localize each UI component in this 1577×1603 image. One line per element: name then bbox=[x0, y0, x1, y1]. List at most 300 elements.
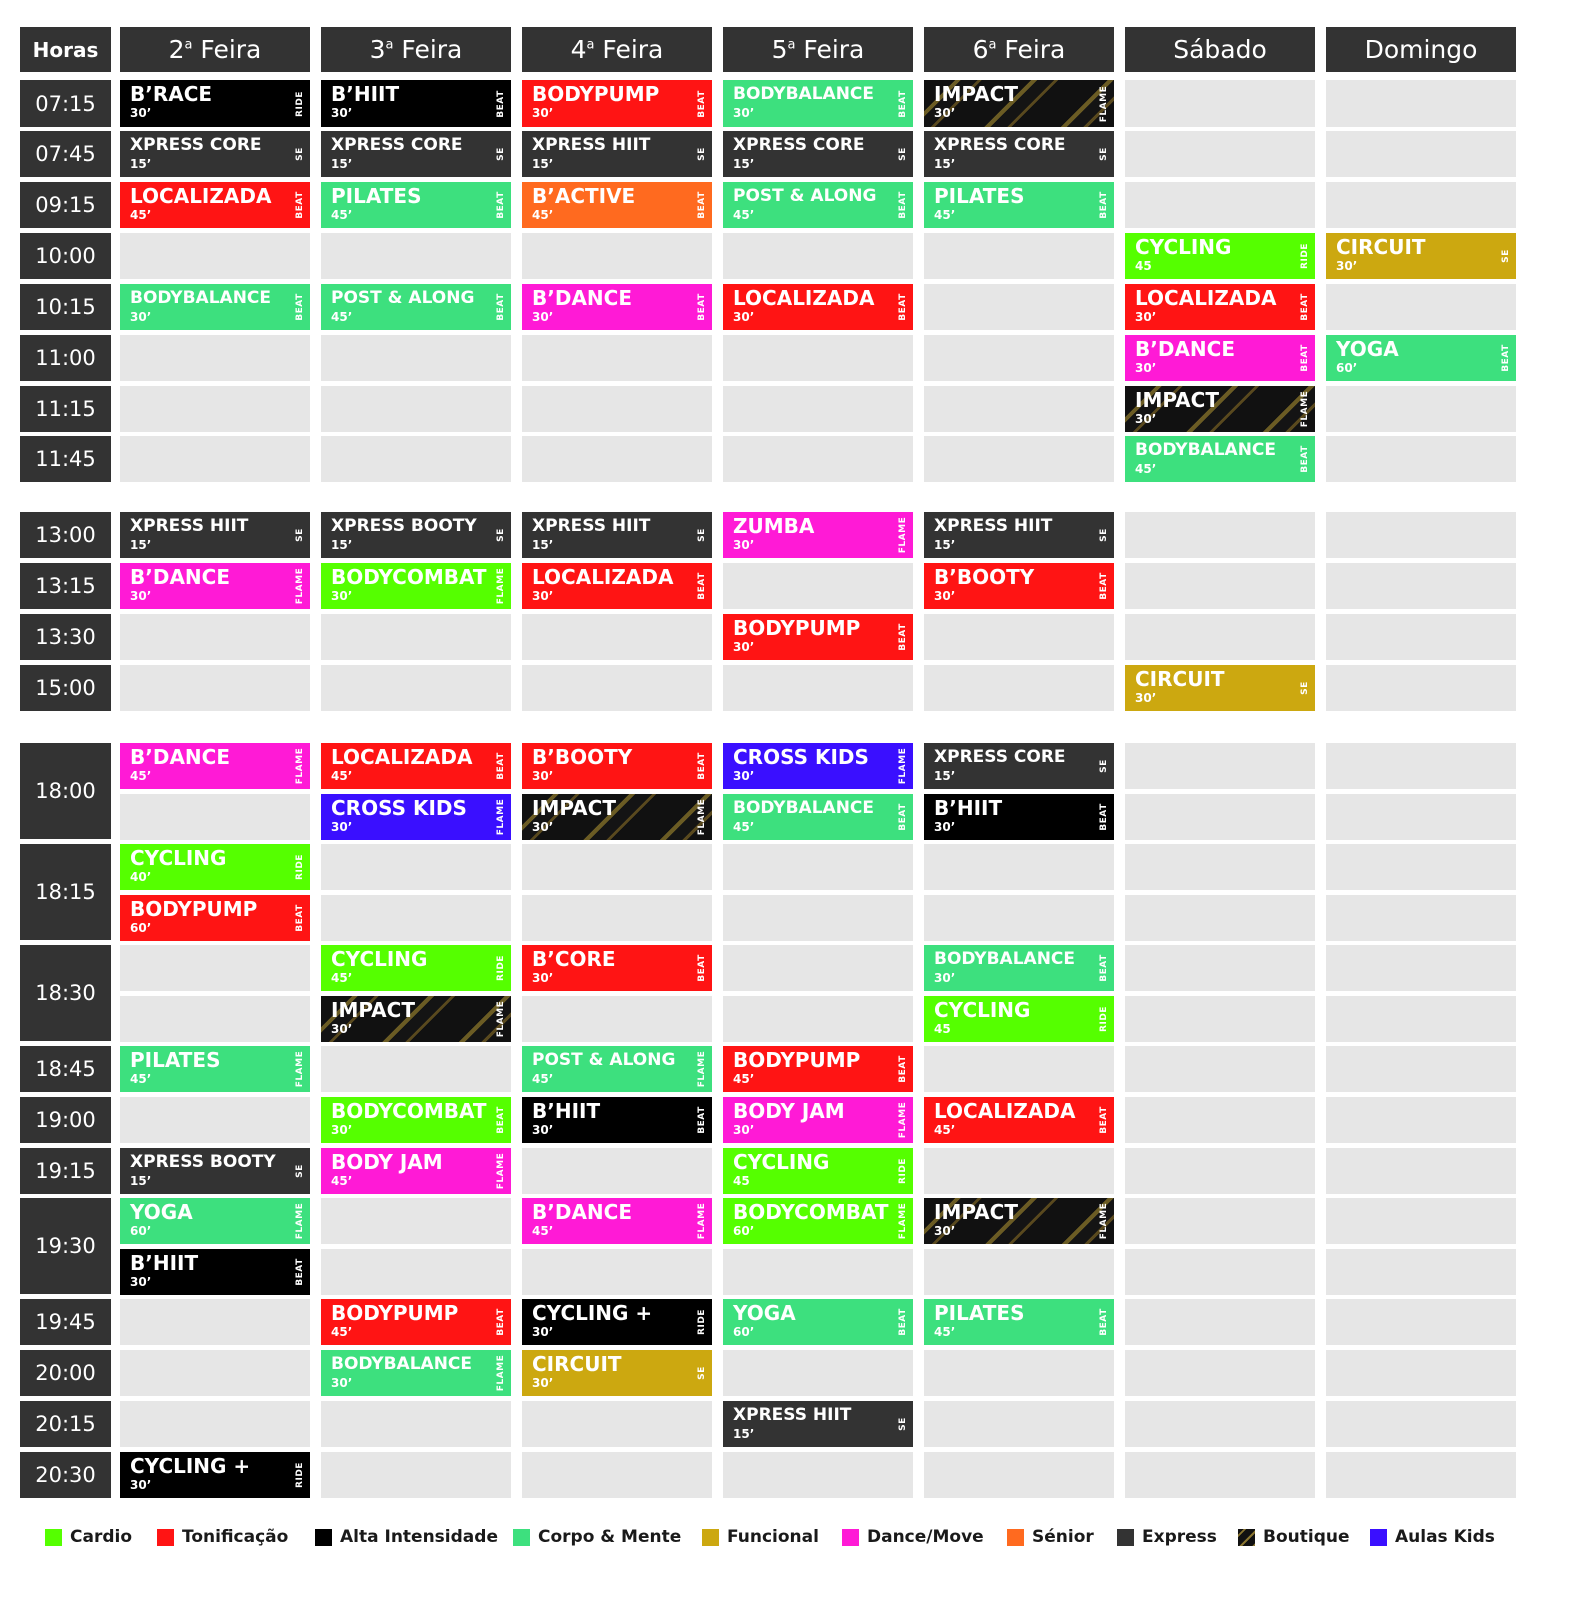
class-brand: BEAT bbox=[898, 1308, 908, 1336]
class-block[interactable] bbox=[321, 512, 511, 558]
empty-slot bbox=[120, 665, 310, 711]
time-cell: 07:15 bbox=[20, 80, 111, 127]
time-cell: 11:45 bbox=[20, 436, 111, 482]
class-name: ZUMBA bbox=[733, 514, 815, 538]
class-duration: 45’ bbox=[733, 1072, 755, 1086]
class-block[interactable] bbox=[924, 1198, 1114, 1244]
empty-slot bbox=[723, 945, 913, 991]
class-name: LOCALIZADA bbox=[934, 1099, 1076, 1123]
class-brand: BEAT bbox=[496, 293, 506, 321]
class-name: B’DANCE bbox=[532, 286, 632, 310]
empty-slot bbox=[924, 1148, 1114, 1194]
class-name: BODYPUMP bbox=[733, 1048, 861, 1072]
day-ordinal: a bbox=[787, 37, 796, 53]
class-block[interactable] bbox=[522, 1198, 712, 1244]
empty-slot bbox=[321, 386, 511, 432]
class-block[interactable] bbox=[522, 743, 712, 789]
class-brand: FLAME bbox=[295, 747, 305, 785]
empty-slot bbox=[120, 1350, 310, 1396]
class-brand: BEAT bbox=[898, 803, 908, 831]
class-block[interactable] bbox=[924, 131, 1114, 177]
class-brand: BEAT bbox=[697, 954, 707, 982]
class-brand: BEAT bbox=[295, 293, 305, 321]
empty-slot bbox=[321, 335, 511, 381]
empty-slot bbox=[924, 436, 1114, 482]
empty-slot bbox=[1125, 1198, 1315, 1244]
class-name: IMPACT bbox=[1135, 388, 1219, 412]
empty-slot bbox=[1125, 844, 1315, 890]
class-brand: SE bbox=[496, 147, 506, 161]
class-name: XPRESS HIIT bbox=[532, 516, 651, 536]
class-duration: 30’ bbox=[532, 310, 554, 324]
class-block[interactable] bbox=[321, 1350, 511, 1396]
class-duration: 30’ bbox=[1135, 412, 1157, 426]
day-header bbox=[321, 27, 511, 72]
time-cell: 20:30 bbox=[20, 1452, 111, 1498]
empty-slot bbox=[1326, 665, 1516, 711]
class-name: IMPACT bbox=[934, 82, 1018, 106]
class-duration: 45 bbox=[934, 1022, 951, 1036]
class-block[interactable] bbox=[723, 80, 913, 127]
class-brand: BEAT bbox=[496, 89, 506, 118]
legend-label: Tonificação bbox=[182, 1527, 289, 1547]
class-name: CYCLING bbox=[934, 998, 1031, 1022]
class-name: PILATES bbox=[130, 1048, 221, 1072]
empty-slot bbox=[723, 996, 913, 1042]
day-header-label: Domingo bbox=[1364, 35, 1478, 64]
empty-slot bbox=[120, 614, 310, 660]
class-duration: 30’ bbox=[934, 971, 956, 985]
class-duration: 45’ bbox=[130, 208, 152, 222]
class-brand: SE bbox=[1300, 681, 1310, 695]
class-block[interactable] bbox=[321, 1097, 511, 1143]
empty-slot bbox=[1125, 1350, 1315, 1396]
class-block[interactable] bbox=[924, 1299, 1114, 1345]
class-block[interactable] bbox=[522, 1046, 712, 1092]
time-cell: 18:30 bbox=[20, 945, 111, 1041]
class-block[interactable] bbox=[924, 996, 1114, 1042]
class-block[interactable] bbox=[723, 284, 913, 330]
class-brand: BEAT bbox=[697, 89, 707, 118]
class-block[interactable] bbox=[924, 563, 1114, 609]
empty-slot bbox=[321, 614, 511, 660]
empty-slot bbox=[321, 233, 511, 279]
class-block[interactable] bbox=[723, 1401, 913, 1447]
class-brand: SE bbox=[898, 147, 908, 161]
empty-slot bbox=[924, 1350, 1114, 1396]
class-block[interactable] bbox=[723, 614, 913, 660]
empty-slot bbox=[1326, 794, 1516, 840]
class-block[interactable] bbox=[321, 996, 511, 1042]
legend-label: Boutique bbox=[1263, 1527, 1350, 1547]
class-name: BODYCOMBAT bbox=[331, 1099, 487, 1123]
class-brand: BEAT bbox=[496, 752, 506, 780]
class-block[interactable] bbox=[522, 563, 712, 609]
class-duration: 30’ bbox=[733, 106, 755, 120]
class-duration: 45’ bbox=[532, 1072, 554, 1086]
class-duration: 45’ bbox=[934, 208, 956, 222]
empty-slot bbox=[321, 1249, 511, 1295]
class-block[interactable] bbox=[522, 1097, 712, 1143]
legend-swatch bbox=[1007, 1529, 1024, 1546]
class-name: BODYCOMBAT bbox=[733, 1200, 889, 1224]
class-block[interactable] bbox=[1125, 335, 1315, 381]
empty-slot bbox=[723, 665, 913, 711]
class-name: CYCLING bbox=[1135, 235, 1232, 259]
legend-label: Corpo & Mente bbox=[538, 1527, 682, 1547]
class-block[interactable] bbox=[321, 182, 511, 228]
empty-slot bbox=[723, 233, 913, 279]
class-duration: 45’ bbox=[934, 1123, 956, 1137]
class-block[interactable] bbox=[723, 1097, 913, 1143]
empty-slot bbox=[522, 996, 712, 1042]
class-brand: BEAT bbox=[898, 623, 908, 651]
legend-item bbox=[45, 1527, 132, 1547]
class-block[interactable] bbox=[522, 1299, 712, 1345]
empty-slot bbox=[1125, 131, 1315, 177]
class-block[interactable] bbox=[723, 743, 913, 789]
class-brand: RIDE bbox=[898, 1158, 908, 1184]
empty-slot bbox=[1326, 386, 1516, 432]
class-block[interactable] bbox=[120, 512, 310, 558]
legend-swatch bbox=[1238, 1529, 1255, 1546]
class-name: CROSS KIDS bbox=[331, 796, 467, 820]
class-block[interactable] bbox=[120, 1046, 310, 1092]
empty-slot bbox=[924, 665, 1114, 711]
class-block[interactable] bbox=[723, 794, 913, 840]
class-block[interactable] bbox=[924, 512, 1114, 558]
class-block[interactable] bbox=[120, 131, 310, 177]
class-name: BODYPUMP bbox=[532, 82, 660, 106]
class-name: POST & ALONG bbox=[331, 288, 475, 308]
class-duration: 45’ bbox=[532, 1224, 554, 1238]
legend-label: Alta Intensidade bbox=[340, 1527, 498, 1547]
class-block[interactable] bbox=[321, 1299, 511, 1345]
class-block[interactable] bbox=[120, 895, 310, 941]
class-brand: SE bbox=[1099, 528, 1109, 542]
class-block[interactable] bbox=[321, 945, 511, 991]
class-block[interactable] bbox=[120, 1148, 310, 1194]
empty-slot bbox=[120, 335, 310, 381]
class-brand: BEAT bbox=[1501, 344, 1511, 372]
class-block[interactable] bbox=[723, 1148, 913, 1194]
class-duration: 15’ bbox=[130, 538, 152, 552]
class-block[interactable] bbox=[120, 1249, 310, 1295]
class-block[interactable] bbox=[1125, 233, 1315, 279]
class-name: B’BOOTY bbox=[934, 565, 1035, 589]
class-block[interactable] bbox=[723, 131, 913, 177]
class-brand: SE bbox=[1099, 759, 1109, 773]
class-duration: 30’ bbox=[1135, 310, 1157, 324]
class-block[interactable] bbox=[120, 743, 310, 789]
class-brand: BEAT bbox=[1099, 1106, 1109, 1134]
empty-slot bbox=[1326, 1148, 1516, 1194]
time-cell: 11:15 bbox=[20, 386, 111, 432]
class-block[interactable] bbox=[522, 1350, 712, 1396]
class-duration: 30’ bbox=[130, 589, 152, 603]
class-duration: 30’ bbox=[1135, 361, 1157, 375]
time-cell: 07:45 bbox=[20, 131, 111, 177]
class-name: YOGA bbox=[733, 1301, 796, 1325]
empty-slot bbox=[1326, 1401, 1516, 1447]
class-name: BODYCOMBAT bbox=[331, 565, 487, 589]
class-duration: 30’ bbox=[733, 538, 755, 552]
empty-slot bbox=[1125, 895, 1315, 941]
class-duration: 45’ bbox=[532, 208, 554, 222]
class-name: CYCLING bbox=[130, 846, 227, 870]
empty-slot bbox=[321, 1401, 511, 1447]
class-block[interactable] bbox=[1125, 284, 1315, 330]
class-brand: FLAME bbox=[295, 1050, 305, 1088]
legend-label: Dance/Move bbox=[867, 1527, 984, 1547]
class-duration: 30’ bbox=[532, 769, 554, 783]
class-brand: RIDE bbox=[295, 1462, 305, 1488]
class-block[interactable] bbox=[321, 131, 511, 177]
class-duration: 45’ bbox=[733, 820, 755, 834]
class-brand: BEAT bbox=[496, 1308, 506, 1336]
empty-slot bbox=[1326, 945, 1516, 991]
class-duration: 45’ bbox=[130, 1072, 152, 1086]
time-cell: 18:00 bbox=[20, 743, 111, 839]
empty-slot bbox=[924, 335, 1114, 381]
class-block[interactable] bbox=[924, 794, 1114, 840]
empty-slot bbox=[1326, 131, 1516, 177]
class-name: XPRESS HIIT bbox=[130, 516, 249, 536]
class-block[interactable] bbox=[120, 284, 310, 330]
class-brand: SE bbox=[1501, 249, 1511, 263]
legend-item bbox=[842, 1527, 984, 1547]
class-block[interactable] bbox=[1125, 436, 1315, 482]
class-block[interactable] bbox=[1125, 386, 1315, 432]
class-duration: 45’ bbox=[331, 769, 353, 783]
legend-item bbox=[157, 1527, 288, 1547]
class-block[interactable] bbox=[723, 1299, 913, 1345]
class-block[interactable] bbox=[321, 743, 511, 789]
day-header-label: 3$^a$ Feira bbox=[369, 35, 463, 64]
empty-slot bbox=[924, 844, 1114, 890]
empty-slot bbox=[1326, 996, 1516, 1042]
legend-label: Sénior bbox=[1032, 1527, 1094, 1547]
class-block[interactable] bbox=[723, 182, 913, 228]
class-brand: BEAT bbox=[898, 1055, 908, 1083]
empty-slot bbox=[120, 1299, 310, 1345]
day-header bbox=[1125, 27, 1315, 72]
class-brand: RIDE bbox=[496, 955, 506, 981]
class-brand: RIDE bbox=[1099, 1006, 1109, 1032]
class-block[interactable] bbox=[321, 80, 511, 127]
class-duration: 60’ bbox=[130, 921, 152, 935]
empty-slot bbox=[1125, 1046, 1315, 1092]
empty-slot bbox=[321, 844, 511, 890]
class-block[interactable] bbox=[924, 945, 1114, 991]
class-brand: FLAME bbox=[496, 1354, 506, 1392]
class-brand: SE bbox=[898, 1417, 908, 1431]
class-brand: BEAT bbox=[496, 191, 506, 219]
class-block[interactable] bbox=[522, 794, 712, 840]
class-name: YOGA bbox=[130, 1200, 193, 1224]
class-name: XPRESS BOOTY bbox=[331, 516, 477, 536]
class-block[interactable] bbox=[723, 1046, 913, 1092]
empty-slot bbox=[1125, 945, 1315, 991]
class-duration: 30’ bbox=[934, 820, 956, 834]
legend-item bbox=[513, 1527, 681, 1547]
class-name: POST & ALONG bbox=[532, 1050, 676, 1070]
legend-swatch bbox=[1117, 1529, 1134, 1546]
class-duration: 30’ bbox=[733, 640, 755, 654]
empty-slot bbox=[1326, 182, 1516, 228]
empty-slot bbox=[1326, 1452, 1516, 1498]
empty-slot bbox=[1326, 1046, 1516, 1092]
empty-slot bbox=[924, 386, 1114, 432]
empty-slot bbox=[1125, 1299, 1315, 1345]
class-duration: 15’ bbox=[934, 769, 956, 783]
legend-label: Aulas Kids bbox=[1395, 1527, 1495, 1547]
class-block[interactable] bbox=[924, 182, 1114, 228]
empty-slot bbox=[723, 386, 913, 432]
class-block[interactable] bbox=[522, 182, 712, 228]
empty-slot bbox=[1125, 1148, 1315, 1194]
class-brand: FLAME bbox=[898, 1202, 908, 1240]
class-name: LOCALIZADA bbox=[331, 745, 473, 769]
class-duration: 30’ bbox=[532, 1325, 554, 1339]
class-name: BODY JAM bbox=[331, 1150, 443, 1174]
class-block[interactable] bbox=[321, 284, 511, 330]
empty-slot bbox=[522, 436, 712, 482]
class-duration: 30’ bbox=[331, 589, 353, 603]
hours-header-label: Horas bbox=[32, 37, 99, 62]
legend-label: Express bbox=[1142, 1527, 1217, 1547]
class-block[interactable] bbox=[1326, 233, 1516, 279]
class-block[interactable] bbox=[120, 563, 310, 609]
class-name: BODYPUMP bbox=[130, 897, 258, 921]
class-brand: FLAME bbox=[697, 1050, 707, 1088]
class-duration: 45’ bbox=[130, 769, 152, 783]
class-block[interactable] bbox=[321, 794, 511, 840]
empty-slot bbox=[924, 1452, 1114, 1498]
class-duration: 45’ bbox=[331, 208, 353, 222]
empty-slot bbox=[1125, 614, 1315, 660]
legend-swatch bbox=[157, 1529, 174, 1546]
legend-item bbox=[702, 1527, 819, 1547]
class-block[interactable] bbox=[522, 945, 712, 991]
empty-slot bbox=[924, 1046, 1114, 1092]
class-name: IMPACT bbox=[934, 1200, 1018, 1224]
empty-slot bbox=[723, 844, 913, 890]
class-name: IMPACT bbox=[331, 998, 415, 1022]
class-brand: FLAME bbox=[496, 567, 506, 605]
class-name: XPRESS BOOTY bbox=[130, 1152, 276, 1172]
class-name: CIRCUIT bbox=[1135, 667, 1225, 691]
class-block[interactable] bbox=[723, 1198, 913, 1244]
empty-slot bbox=[522, 614, 712, 660]
class-name: B’HIIT bbox=[130, 1251, 199, 1275]
empty-slot bbox=[522, 386, 712, 432]
class-block[interactable] bbox=[522, 512, 712, 558]
empty-slot bbox=[120, 1097, 310, 1143]
class-duration: 45’ bbox=[331, 1174, 353, 1188]
class-name: CROSS KIDS bbox=[733, 745, 869, 769]
class-block[interactable] bbox=[120, 80, 310, 127]
empty-slot bbox=[924, 614, 1114, 660]
class-duration: 30’ bbox=[934, 589, 956, 603]
class-duration: 15’ bbox=[331, 538, 353, 552]
class-brand: BEAT bbox=[1099, 191, 1109, 219]
empty-slot bbox=[723, 335, 913, 381]
empty-slot bbox=[924, 233, 1114, 279]
class-duration: 30’ bbox=[934, 106, 956, 120]
class-duration: 30’ bbox=[1135, 691, 1157, 705]
class-name: B’DANCE bbox=[130, 745, 230, 769]
empty-slot bbox=[924, 1401, 1114, 1447]
class-block[interactable] bbox=[924, 743, 1114, 789]
class-block[interactable] bbox=[522, 131, 712, 177]
class-name: B’ACTIVE bbox=[532, 184, 636, 208]
class-name: XPRESS CORE bbox=[934, 747, 1066, 767]
time-cell: 18:45 bbox=[20, 1046, 111, 1092]
class-duration: 15’ bbox=[331, 157, 353, 171]
class-block[interactable] bbox=[522, 284, 712, 330]
class-duration: 45 bbox=[1135, 259, 1152, 273]
class-block[interactable] bbox=[120, 182, 310, 228]
class-name: PILATES bbox=[934, 1301, 1025, 1325]
class-duration: 45’ bbox=[331, 1325, 353, 1339]
class-brand: FLAME bbox=[295, 1202, 305, 1240]
class-name: PILATES bbox=[934, 184, 1025, 208]
class-name: IMPACT bbox=[532, 796, 616, 820]
class-block[interactable] bbox=[1125, 665, 1315, 711]
class-name: XPRESS CORE bbox=[733, 135, 865, 155]
empty-slot bbox=[1125, 563, 1315, 609]
class-duration: 30’ bbox=[532, 589, 554, 603]
class-duration: 30’ bbox=[532, 1123, 554, 1137]
class-duration: 30’ bbox=[331, 106, 353, 120]
legend-swatch bbox=[842, 1529, 859, 1546]
class-block[interactable] bbox=[522, 80, 712, 127]
class-block[interactable] bbox=[723, 512, 913, 558]
class-brand: BEAT bbox=[697, 191, 707, 219]
empty-slot bbox=[723, 563, 913, 609]
empty-slot bbox=[1125, 743, 1315, 789]
class-brand: BEAT bbox=[697, 1106, 707, 1134]
class-block[interactable] bbox=[924, 80, 1114, 127]
class-duration: 45’ bbox=[1135, 462, 1157, 476]
class-name: LOCALIZADA bbox=[1135, 286, 1277, 310]
class-block[interactable] bbox=[120, 1452, 310, 1498]
class-duration: 60’ bbox=[733, 1224, 755, 1238]
class-block[interactable] bbox=[120, 1198, 310, 1244]
class-name: CYCLING + bbox=[130, 1454, 251, 1478]
class-brand: BEAT bbox=[1099, 1308, 1109, 1336]
class-block[interactable] bbox=[321, 1148, 511, 1194]
class-name: BODY JAM bbox=[733, 1099, 845, 1123]
empty-slot bbox=[321, 1198, 511, 1244]
class-duration: 30’ bbox=[733, 310, 755, 324]
class-brand: FLAME bbox=[496, 1000, 506, 1038]
class-block[interactable] bbox=[1326, 335, 1516, 381]
class-duration: 30’ bbox=[532, 820, 554, 834]
class-block[interactable] bbox=[321, 563, 511, 609]
class-block[interactable] bbox=[924, 1097, 1114, 1143]
class-block[interactable] bbox=[120, 844, 310, 890]
class-brand: FLAME bbox=[496, 1152, 506, 1190]
empty-slot bbox=[1125, 182, 1315, 228]
class-brand: BEAT bbox=[1300, 445, 1310, 473]
empty-slot bbox=[321, 1452, 511, 1498]
class-name: B’HIIT bbox=[934, 796, 1003, 820]
class-name: XPRESS HIIT bbox=[733, 1405, 852, 1425]
class-name: CYCLING bbox=[733, 1150, 830, 1174]
empty-slot bbox=[522, 335, 712, 381]
